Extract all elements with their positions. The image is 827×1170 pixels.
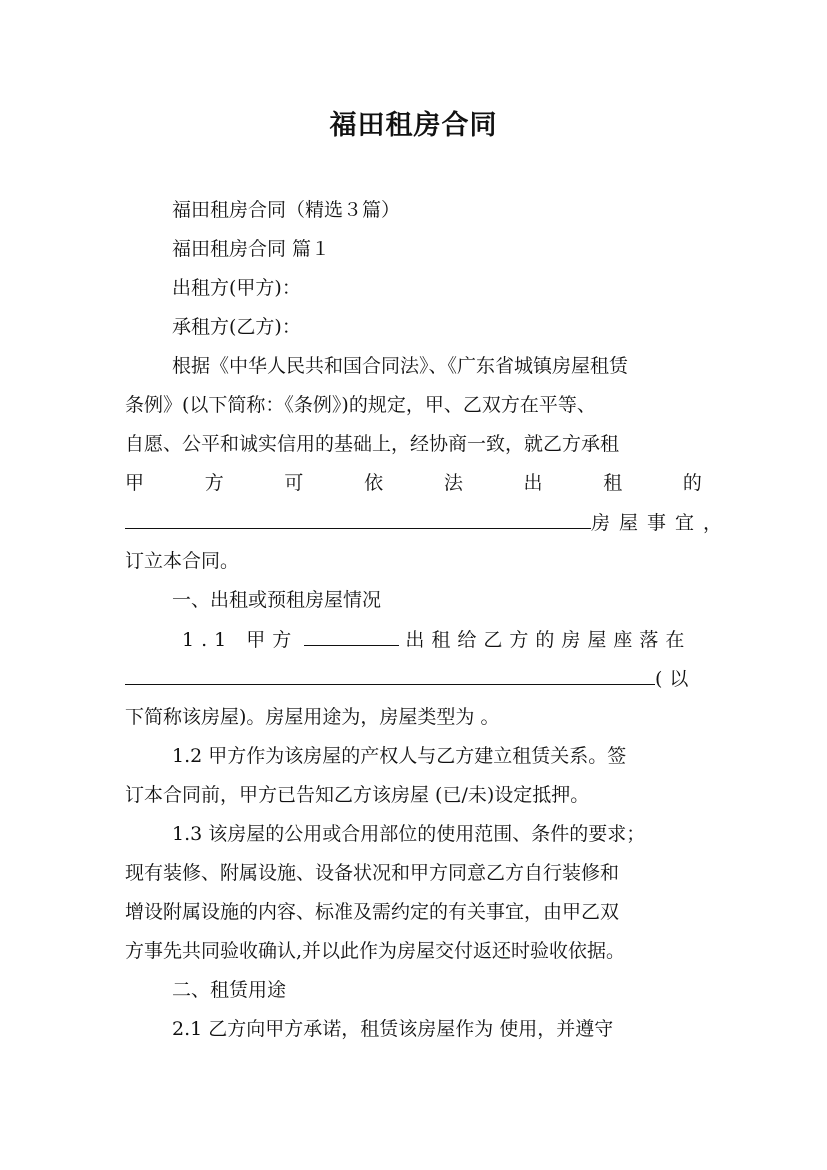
paragraph-line: 增设附属设施的内容、标准及需约定的有关事宜，由甲乙双 — [125, 901, 620, 923]
section-heading: 福田租房合同 篇１ — [172, 238, 331, 260]
fill-blank — [125, 662, 655, 685]
section-heading: 一、出租或预租房屋情况 — [172, 589, 382, 611]
clause-line — [125, 623, 702, 655]
lessee-line: 承租方(乙方)： — [172, 316, 301, 338]
paragraph-line: 1.2 甲方作为该房屋的产权人与乙方建立租赁关系。签 — [172, 745, 627, 767]
fill-blank — [125, 506, 591, 529]
subtitle-line: 福田租房合同（精选３篇） — [172, 199, 401, 221]
spread-line — [125, 467, 702, 499]
paragraph-line: 1.3 该房屋的公用或合用部位的使用范围、条件的要求； — [172, 823, 646, 845]
clause-text: 1.1 甲方 — [182, 629, 299, 651]
blank-line — [125, 662, 702, 694]
lessor-line: 出租方(甲方)： — [172, 277, 301, 299]
house-matters-text: 房屋事宜， — [591, 512, 732, 534]
paragraph-line: 2.1 乙方向甲方承诺，租赁该房屋作为 使用，并遵守 — [172, 1018, 614, 1040]
section-heading: 二、租赁用途 — [172, 979, 287, 1001]
document-title: 福田租房合同 — [329, 110, 498, 141]
spread-char: 甲 — [125, 472, 145, 494]
paragraph-line: 订立本合同。 — [125, 550, 240, 572]
fill-blank — [304, 623, 399, 646]
paragraph-line: 自愿、公平和诚实信用的基础上，经协商一致，就乙方承租 — [125, 433, 620, 455]
blank-line — [125, 506, 732, 538]
spread-char: 方 — [204, 472, 224, 494]
paragraph-line: 现有装修、附属设施、设备状况和甲方同意乙方自行装修和 — [125, 862, 620, 884]
paragraph-line: 方事先共同验收确认,并以此作为房屋交付返还时验收依据。 — [125, 940, 626, 962]
paragraph-line: 根据《中华人民共和国合同法》、《广东省城镇房屋租赁 — [172, 355, 629, 377]
spread-char: 的 — [682, 472, 702, 494]
spread-char: 可 — [284, 472, 304, 494]
spread-char: 出 — [523, 472, 543, 494]
clause-text: 出租给乙方的房屋座落在 — [405, 629, 692, 651]
spread-char: 依 — [364, 472, 384, 494]
clause-text: (以 — [655, 668, 696, 690]
paragraph-line: 条例》(以下简称：《条例》)的规定，甲、乙双方在平等、 — [125, 394, 596, 416]
spread-char: 法 — [443, 472, 463, 494]
paragraph-line: 下简称该房屋)。房屋用途为，房屋类型为 。 — [125, 706, 500, 728]
spread-char: 租 — [603, 472, 623, 494]
paragraph-line: 订本合同前，甲方已告知乙方该房屋 (已/未)设定抵押。 — [125, 784, 590, 806]
